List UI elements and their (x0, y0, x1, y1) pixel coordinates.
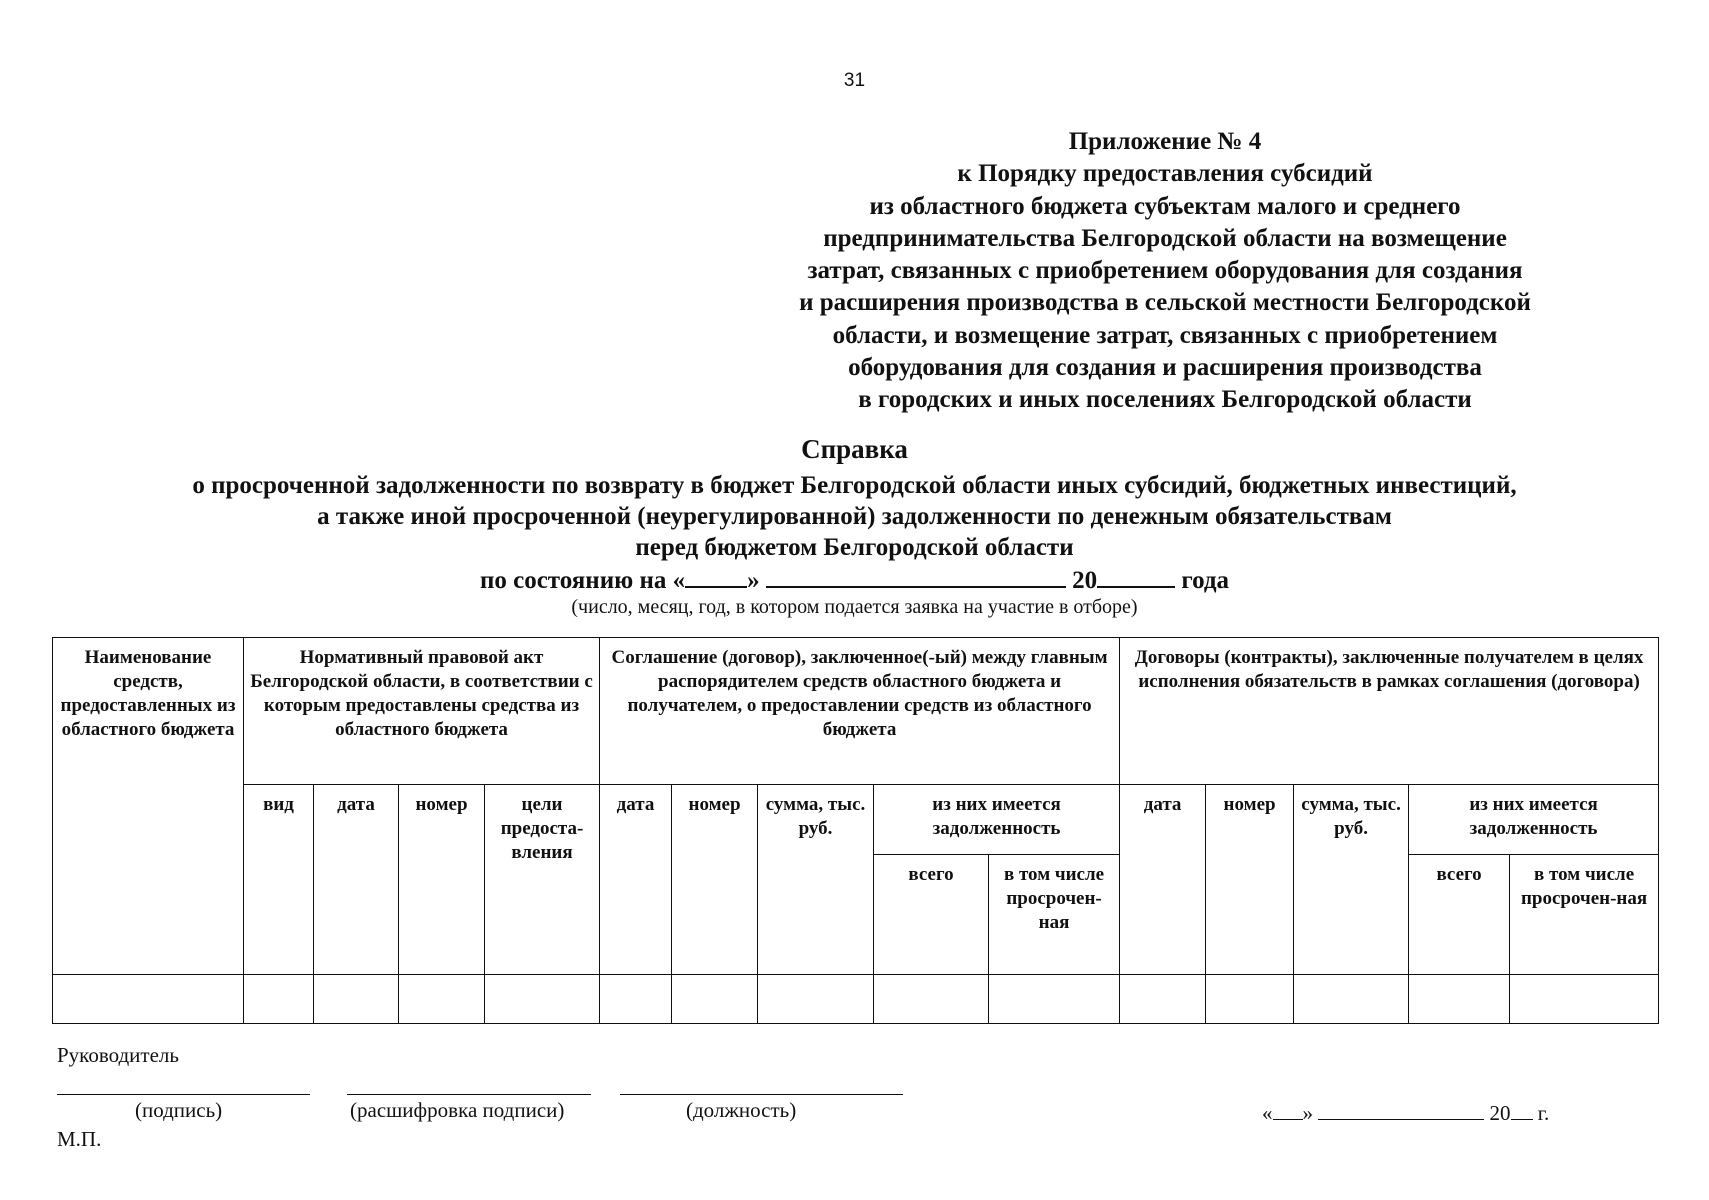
sign-date (1262, 1101, 1549, 1126)
date-close-quote: » (1302, 1101, 1313, 1125)
date-suffix: года (1175, 567, 1230, 594)
appendix-header (720, 126, 1610, 417)
year-suffix: г. (1532, 1101, 1550, 1125)
date-note: (число, месяц, год, в котором подается заявка на участие в отборе) (571, 596, 1138, 618)
group-normative-act: Нормативный правовой акт Белгородской области, в соответствии с которым предоставлены средства из областного бюджета (244, 638, 600, 785)
agreement-debt-header: из них имеется задолженность (874, 785, 1120, 855)
appendix-line: Приложение № 4 (1068, 128, 1262, 155)
table-cell[interactable] (600, 975, 672, 1024)
table-cell[interactable] (1294, 975, 1409, 1024)
col-agreement-debt-overdue: в том числе просрочен-ная (989, 855, 1120, 975)
appendix-line: оборудования для создания и расширения производства (848, 354, 1482, 382)
col-agreement-sum: сумма, тыс. руб. (758, 785, 874, 975)
signature-line[interactable] (57, 1094, 310, 1095)
group-agreement: Соглашение (договор), заключенное(-ый) между главным распорядителем средств областного бюджета и получателем, о предоставлении средств из областного бюджета (600, 638, 1120, 785)
col-act-purpose: цели предоста-вления (485, 785, 600, 975)
appendix-line: предпринимательства Белгородской области на возмещение (823, 224, 1507, 252)
table-cell[interactable] (399, 975, 485, 1024)
table-cell[interactable] (1510, 975, 1659, 1024)
subtitle-line: о просроченной задолженности по возврату в бюджет Белгородской области иных субсидий, бюджетных инвестиций, (192, 472, 1517, 499)
col-contract-number: номер (1206, 785, 1294, 975)
date-open-quote: « (1262, 1101, 1273, 1125)
table-cell[interactable] (1120, 975, 1206, 1024)
document-title: Справка (801, 434, 908, 464)
table-cell[interactable] (485, 975, 600, 1024)
col-contract-sum: сумма, тыс. руб. (1294, 785, 1409, 975)
position-line[interactable] (620, 1094, 903, 1095)
signature-decoding-label: (расшифровка подписи) (350, 1098, 565, 1122)
head-label: Руководитель (57, 1043, 179, 1067)
appendix-line: затрат, связанных с приобретением оборудования для создания (807, 257, 1523, 285)
page-number: 31 (843, 70, 866, 91)
table-cell[interactable] (672, 975, 758, 1024)
table-cell[interactable] (1409, 975, 1510, 1024)
day-blank[interactable] (685, 564, 747, 588)
table-row (53, 975, 1659, 1024)
col-act-type: вид (244, 785, 314, 975)
appendix-line: области, и возмещение затрат, связанных с приобретением (832, 321, 1498, 349)
col-contract-date: дата (1120, 785, 1206, 975)
date-prefix: по состоянию на « (479, 567, 686, 594)
appendix-line: к Порядку предоставления субсидий (957, 160, 1373, 188)
col-contract-debt-overdue: в том числе просрочен-ная (1510, 855, 1659, 975)
table-cell[interactable] (989, 975, 1120, 1024)
table-cell[interactable] (1206, 975, 1294, 1024)
col-act-number: номер (399, 785, 485, 975)
contract-debt-header: из них имеется задолженность (1409, 785, 1659, 855)
year-prefix: 20 (1489, 1101, 1511, 1125)
col-contract-debt-total: всего (1409, 855, 1510, 975)
table-cell[interactable] (758, 975, 874, 1024)
table-cell[interactable] (874, 975, 989, 1024)
signature-label: (подпись) (135, 1098, 223, 1122)
table-cell[interactable] (53, 975, 244, 1024)
col-funds-name: Наименование средств, предоставленных из областного бюджета (53, 638, 244, 975)
position-label: (должность) (686, 1098, 797, 1122)
col-agreement-debt-total: всего (874, 855, 989, 975)
subtitle-line: перед бюджетом Белгородской области (635, 534, 1074, 561)
col-agreement-number: номер (672, 785, 758, 975)
year-blank[interactable] (1511, 1101, 1533, 1120)
month-blank[interactable] (1318, 1101, 1484, 1120)
table-cell[interactable] (314, 975, 399, 1024)
col-act-date: дата (314, 785, 399, 975)
as-of-date-line (0, 564, 1709, 595)
document-subtitle (0, 470, 1709, 563)
subtitle-line: а также иной просроченной (неурегулированной) задолженности по денежным обязательствам (317, 503, 1392, 530)
day-blank[interactable] (1273, 1101, 1303, 1120)
stamp-label: М.П. (57, 1127, 102, 1151)
year-blank[interactable] (1097, 564, 1175, 588)
date-quote-close: » (747, 567, 760, 594)
col-agreement-date: дата (600, 785, 672, 975)
appendix-line: в городских и иных поселениях Белгородской области (858, 386, 1472, 414)
month-blank[interactable] (766, 564, 1066, 588)
appendix-line: из областного бюджета субъектам малого и среднего (869, 192, 1461, 220)
year-prefix: 20 (1072, 567, 1098, 594)
group-contracts: Договоры (контракты), заключенные получателем в целях исполнения обязательств в рамках соглашения (договора) (1120, 638, 1659, 785)
table-cell[interactable] (244, 975, 314, 1024)
appendix-line: и расширения производства в сельской местности Белгородской (799, 289, 1531, 317)
signature-decoding-line[interactable] (347, 1094, 591, 1095)
debt-table (52, 637, 1659, 1024)
